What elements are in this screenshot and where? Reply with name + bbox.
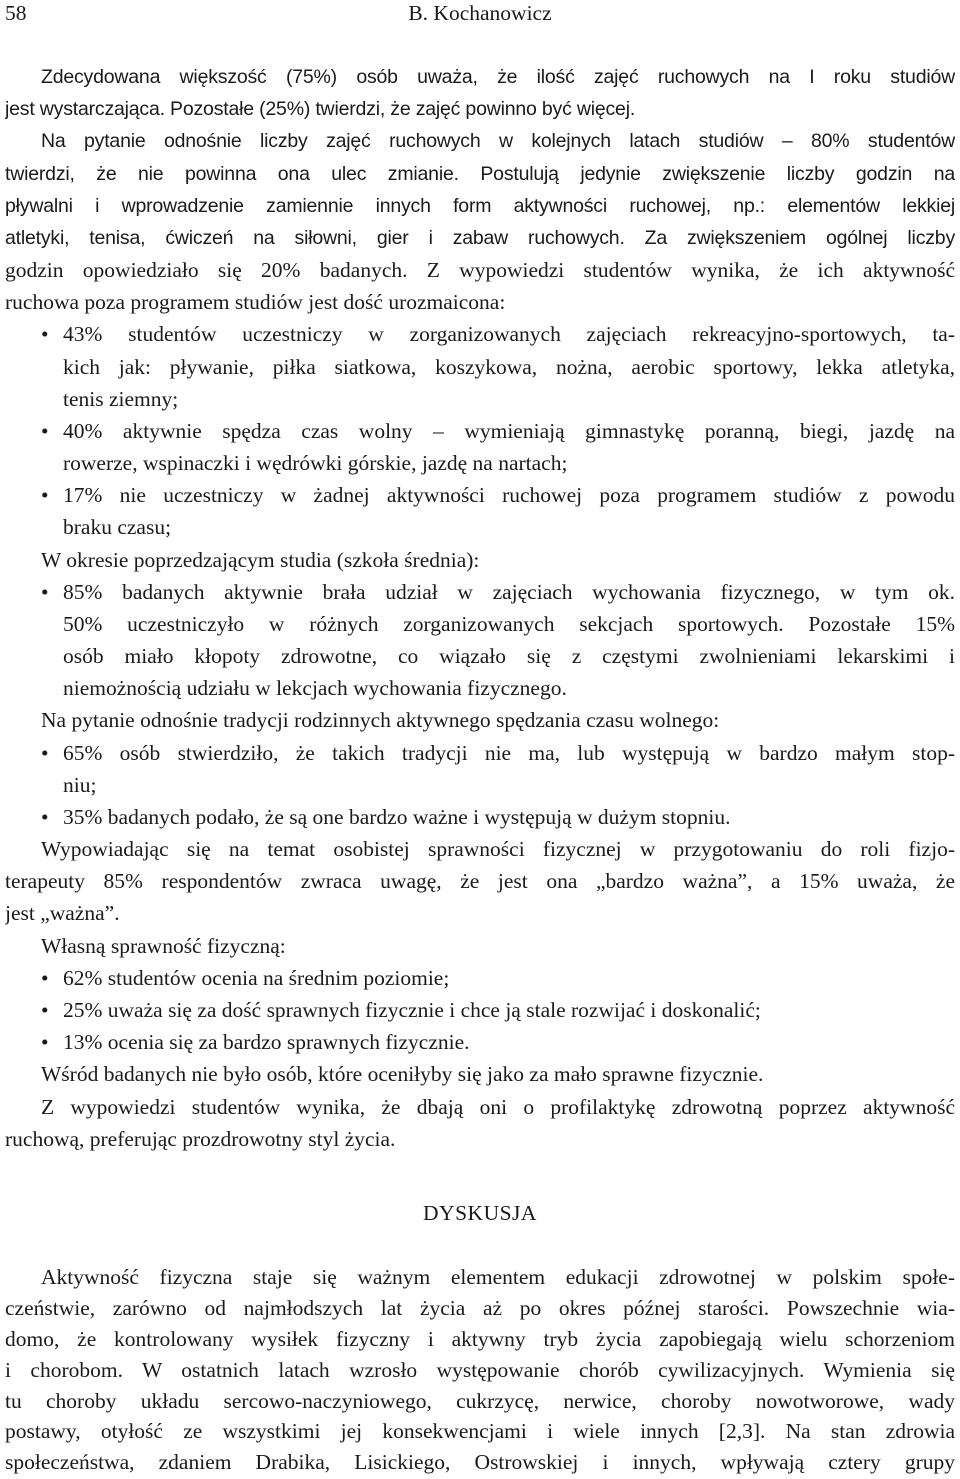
line-text: Zdecydowana większość (75%) osób uważa, że ilość zajęć ruchowych na I roku studiów (41, 66, 955, 88)
text-line (5, 1293, 955, 1324)
line-text: 35% badanych podało, że są one bardzo ważne i występują w dużym stopniu. (63, 804, 731, 829)
line-text: pływalni i wprowadzenie zamiennie innych form aktywności ruchowej, np.: elementów lekkiej (5, 194, 955, 217)
line-text: Własną sprawność fizyczną: (41, 933, 286, 958)
text-line (5, 1447, 955, 1478)
text-line (5, 640, 955, 672)
text-line (5, 962, 955, 994)
line-text: domo, że kontrolowany wysiłek fizyczny i aktywny tryb życia zapobiegają wielu schorzeniom (5, 1326, 955, 1351)
line-text: twierdzi, że nie powinna ona ulec zmianie. Postulują jedynie zwiększenie liczby godzin na (5, 162, 955, 185)
line-text: jest wystarczająca. Pozostałe (25%) twierdzi, że zajęć powinno być więcej. (5, 98, 636, 121)
text-line (5, 1026, 955, 1058)
text-line (5, 1262, 955, 1293)
line-text: jest „ważna”. (5, 901, 120, 926)
text-line (5, 737, 955, 769)
line-text: ruchowa poza programem studiów jest dość urozmaicona: (5, 290, 506, 315)
line-text: 65% osób stwierdziło, że takich tradycji nie ma, lub występują w bardzo małym stop- (63, 740, 955, 765)
text-line (5, 865, 955, 897)
text-line (5, 93, 955, 125)
bullet-icon: • (41, 965, 49, 990)
bullet-icon: • (41, 322, 49, 347)
bullet-icon: • (41, 997, 49, 1022)
line-text: i chorobom. W ostatnich latach wzrosło występowanie chorób cywilizacyjnych. Wymienia się (5, 1357, 955, 1382)
text-line (5, 61, 955, 93)
line-text: społeczeństwa, zdaniem Drabika, Lisickiego, Ostrowskiej i innych, wpływają cztery grupy (5, 1450, 955, 1475)
text-line (5, 930, 955, 962)
text-line (5, 544, 955, 576)
bullet-icon: • (41, 804, 49, 829)
line-text: braku czasu; (63, 515, 172, 540)
bullet-icon: • (41, 740, 49, 765)
text-line (5, 1355, 955, 1386)
line-text: 85% badanych aktywnie brała udział w zajęciach wychowania fizycznego, w tym ok. (63, 579, 955, 604)
line-text: terapeuty 85% respondentów zwraca uwagę, że jest ona „bardzo ważna”, a 15% uważa, że (5, 869, 955, 894)
text-line (5, 897, 955, 929)
bullet-icon: • (41, 418, 49, 443)
line-text: osób miało kłopoty zdrowotne, co wiązało się z częstymi zwolnieniami lekarskimi i (63, 644, 955, 669)
line-text: Na pytanie odnośnie tradycji rodzinnych aktywnego spędzania czasu wolnego: (41, 708, 720, 733)
text-line (5, 1058, 955, 1090)
line-text: 50% uczestniczyło w różnych zorganizowanych sekcjach sportowych. Pozostałe 15% (63, 611, 955, 636)
text-line (5, 222, 955, 254)
bullet-icon: • (41, 579, 49, 604)
line-text: atletyki, tenisa, ćwiczeń na siłowni, gier i zabaw ruchowych. Za zwiększeniem ogólnej liczby (5, 226, 955, 249)
text-line (5, 704, 955, 736)
discussion-section (5, 1262, 955, 1478)
text-line (5, 1416, 955, 1447)
page-number: 58 (5, 1, 27, 25)
text-line (5, 254, 955, 286)
line-text: 40% aktywnie spędza czas wolny – wymieniają gimnastykę poranną, biegi, jazdę na (63, 418, 955, 443)
section-heading: DYSKUSJA (423, 1201, 537, 1225)
line-text: Aktywność fizyczna staje się ważnym elementem edukacji zdrowotnej w polskim społe- (41, 1265, 955, 1289)
line-text: 62% studentów ocenia na średnim poziomie; (63, 965, 450, 990)
text-line (5, 1324, 955, 1355)
text-line (5, 1123, 955, 1155)
line-text: Wśród badanych nie było osób, które oceniłyby się jako za mało sprawne fizycznie. (41, 1062, 764, 1087)
text-line (5, 769, 955, 801)
text-line (5, 576, 955, 608)
running-head: B. Kochanowicz (408, 1, 552, 25)
line-text: 17% nie uczestniczy w żadnej aktywności ruchowej poza programem studiów z powodu (63, 483, 955, 508)
page-header (0, 0, 960, 30)
line-text: 25% uważa się za dość sprawnych fizycznie i chce ją stale rozwijać i doskonalić; (63, 997, 761, 1022)
text-line (5, 479, 955, 511)
text-line (5, 1386, 955, 1417)
text-line (5, 383, 955, 415)
line-text: tenis ziemny; (63, 386, 179, 411)
text-line (5, 158, 955, 190)
text-line (5, 190, 955, 222)
line-text: 43% studentów uczestniczy w zorganizowanych zajęciach rekreacyjno-sportowych, ta- (63, 322, 955, 347)
line-text: kich jak: pływanie, piłka siatkowa, koszykowa, nożna, aerobic sportowy, lekka atletyka, (63, 354, 955, 379)
line-text: niu; (63, 772, 97, 797)
text-line (5, 351, 955, 383)
line-text: postawy, otyłość ze wszystkimi jej konsekwencjami i wiele innych [2,3]. Na stan zdrowia (5, 1419, 955, 1444)
text-line (5, 1091, 955, 1123)
line-text: godzin opowiedziało się 20% badanych. Z wypowiedzi studentów wynika, że ich aktywność (5, 258, 955, 283)
text-line (5, 415, 955, 447)
text-line (5, 318, 955, 350)
results-section (5, 61, 955, 1155)
line-text: Z wypowiedzi studentów wynika, że dbają oni o profilaktykę zdrowotną poprzez aktywność (41, 1094, 955, 1119)
bullet-icon: • (41, 483, 49, 508)
text-line (5, 994, 955, 1026)
text-line (5, 447, 955, 479)
text-line (5, 833, 955, 865)
line-text: rowerze, wspinaczki i wędrówki górskie, jazdę na nartach; (63, 451, 568, 476)
text-line (5, 608, 955, 640)
text-line (5, 511, 955, 543)
text-line (5, 801, 955, 833)
text-line (5, 672, 955, 704)
text-line (5, 286, 955, 318)
line-text: Wypowiadając się na temat osobistej sprawności fizycznej w przygotowaniu do roli fizjo- (41, 837, 955, 862)
line-text: Na pytanie odnośnie liczby zajęć ruchowych w kolejnych latach studiów – 80% studentów (41, 130, 955, 153)
line-text: niemożnością udziału w lekcjach wychowania fizycznego. (63, 676, 567, 701)
line-text: tu choroby układu sercowo-naczyniowego, cukrzycę, nerwice, choroby nowotworowe, wady (5, 1388, 955, 1413)
line-text: czeństwie, zarówno od najmłodszych lat życia aż po okres późnej starości. Powszechnie wia- (5, 1295, 955, 1320)
line-text: 13% ocenia się za bardzo sprawnych fizycznie. (63, 1030, 470, 1055)
line-text: W okresie poprzedzającym studia (szkoła średnia): (41, 547, 480, 572)
text-line (5, 125, 955, 157)
bullet-icon: • (41, 1030, 49, 1055)
line-text: ruchową, preferując prozdrowotny styl życia. (5, 1126, 396, 1151)
